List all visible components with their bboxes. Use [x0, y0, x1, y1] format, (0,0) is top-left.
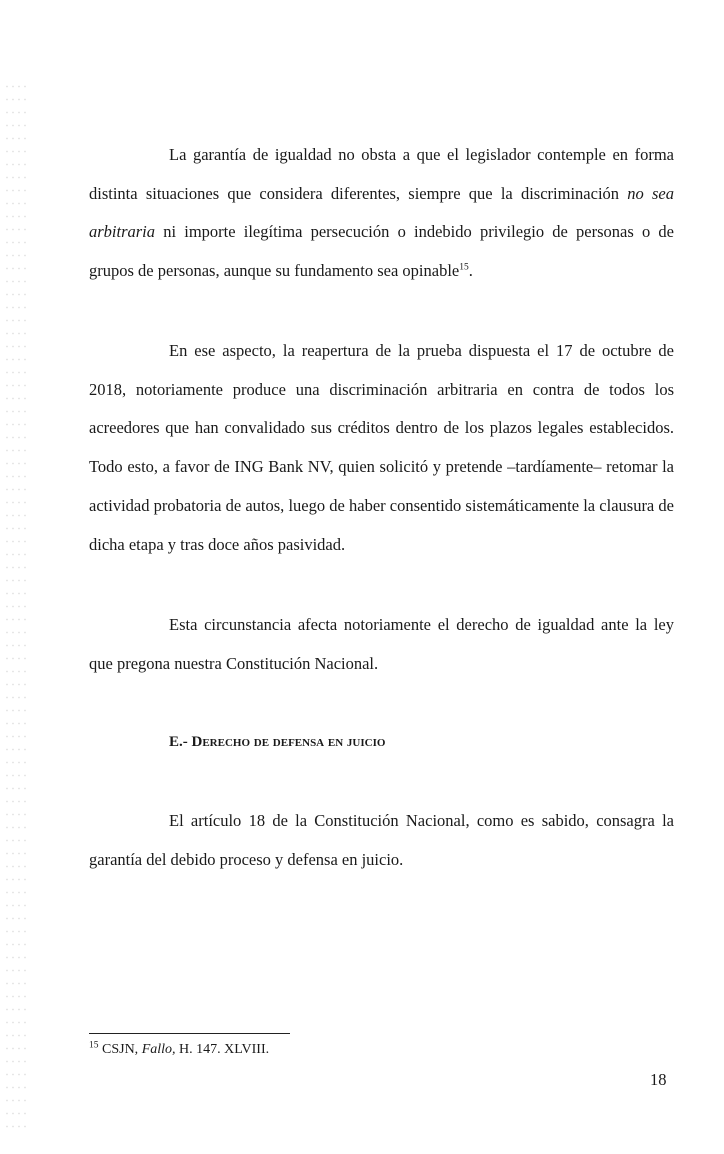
footnote-number: 15: [89, 1040, 99, 1051]
paragraph-text: .: [468, 261, 473, 281]
footnote-separator: [89, 1033, 290, 1034]
paragraph-equality-impact: [89, 606, 674, 683]
footnote-italic: Fallo,: [141, 1042, 176, 1057]
section-title: Derecho de defensa en juicio: [191, 734, 386, 750]
footnote: [89, 1042, 269, 1058]
scan-margin-artifact: [4, 80, 28, 1130]
footnote-reference: 15: [459, 262, 469, 273]
paragraph-article-18: [89, 802, 674, 879]
paragraph-equality-guarantee: [89, 136, 674, 291]
paragraph-text: ni importe ilegítima persecución o indebido privilegio de personas o de grupos de personas, aunque su fundamento sea opinable: [89, 222, 674, 281]
section-heading: [169, 734, 385, 751]
paragraph-text: El artículo 18 de la Constitución Nacional, como es sabido, consagra la garantía del debido proceso y defensa en juicio.: [89, 811, 674, 869]
paragraph-text: En ese aspecto, la reapertura de la prueba dispuesta el 17 de octubre de 2018, notoriamente produce una discriminación arbitraria en contra de todos los acreedores que han convalidado sus créditos dentro de los plazos legales establecidos. Todo esto, a favor de ING Bank NV, quien solicitó y pretende –tardíamente– retomar la actividad probatoria de autos, luego de haber consentido sistemáticamente la clausura de dicha etapa y tras doce años pasividad.: [89, 341, 674, 554]
footnote-citation: H. 147. XLVIII.: [179, 1042, 270, 1057]
paragraph-text: Esta circunstancia afecta notoriamente el derecho de igualdad ante la ley que pregona nuestra Constitución Nacional.: [89, 615, 674, 673]
emphasis-text: no sea arbitraria: [89, 183, 674, 242]
paragraph-reopening-evidence: [89, 332, 674, 564]
page-number: 18: [650, 1070, 667, 1089]
section-prefix: E.-: [169, 734, 188, 750]
footnote-source: CSJN,: [102, 1042, 139, 1057]
paragraph-text: La garantía de igualdad no obsta a que el legislador contemple en forma distinta situaciones que considera diferentes, siempre que la discriminación: [89, 145, 674, 203]
